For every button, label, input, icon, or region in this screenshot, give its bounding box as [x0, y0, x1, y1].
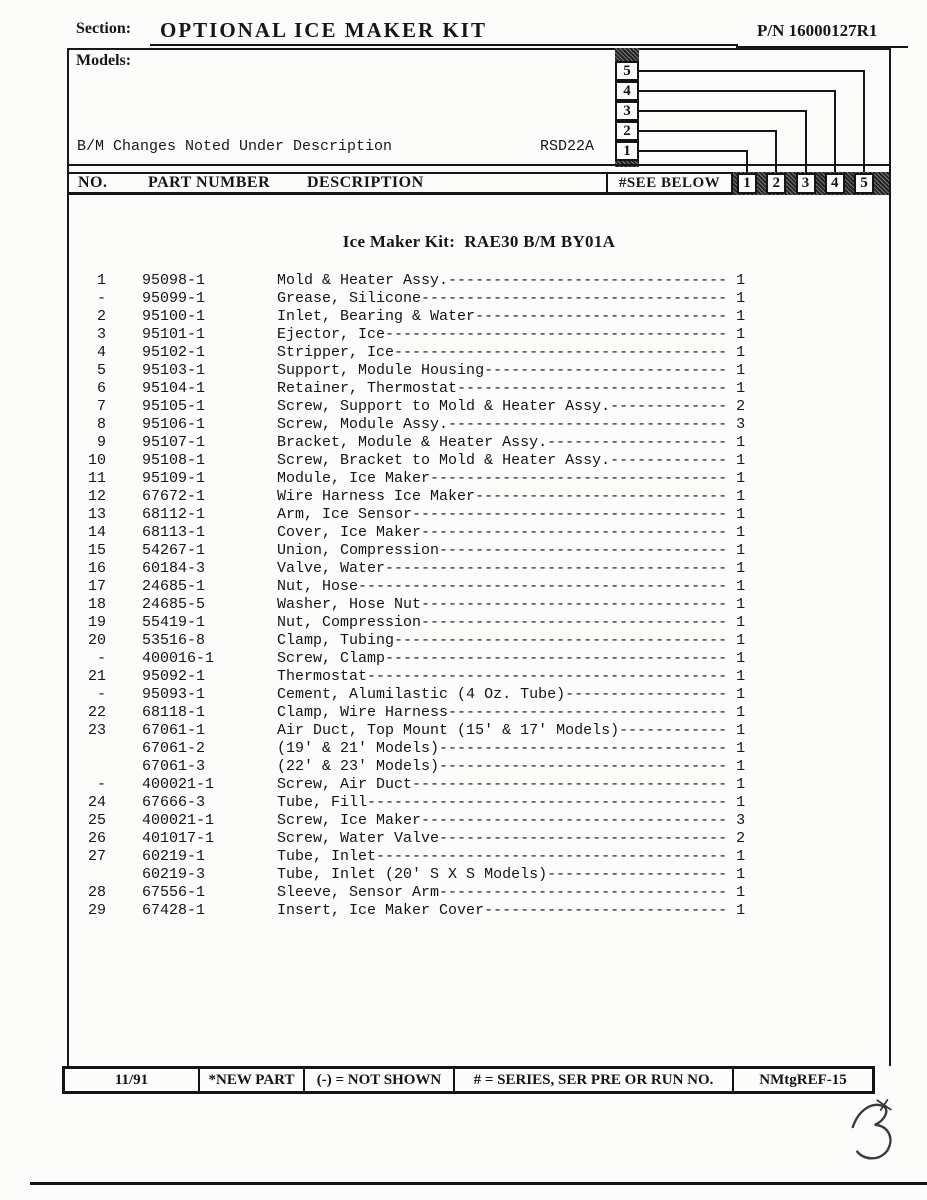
table-row: - 400016-1 Screw, Clamp-------------------------------------- 1 — [88, 650, 746, 667]
series-column-box: 1 — [737, 173, 757, 194]
models-box-bottom-border — [67, 164, 891, 166]
ladder-line-horizontal — [639, 130, 777, 132]
table-row: 19 55419-1 Nut, Compression---------------------------------- 1 — [88, 614, 746, 631]
table-row: 12 67672-1 Wire Harness Ice Maker---------------------------- 1 — [88, 488, 746, 505]
table-row: 20 53516-8 Clamp, Tubing------------------------------------- 1 — [88, 632, 746, 649]
series-column-box: 4 — [825, 173, 845, 194]
model-code: RSD22A — [540, 138, 595, 155]
series-column-box: 3 — [796, 173, 816, 194]
table-row: 3 95101-1 Ejector, Ice-------------------------------------- 1 — [88, 326, 746, 343]
models-label: Models: — [76, 52, 132, 69]
ladder-number-box: 3 — [615, 101, 639, 121]
table-row: 25 400021-1 Screw, Ice Maker---------------------------------- 3 — [88, 812, 746, 829]
ladder-number-box: 1 — [615, 141, 639, 161]
table-row: 7 95105-1 Screw, Support to Mold & Heater Assy.------------- 2 — [88, 398, 746, 415]
table-row: 4 95102-1 Stripper, Ice------------------------------------- 1 — [88, 344, 746, 361]
ladder-number-box: 2 — [615, 121, 639, 141]
table-row: 28 67556-1 Sleeve, Sensor Arm-------------------------------- 1 — [88, 884, 746, 901]
table-row: 8 95106-1 Screw, Module Assy.------------------------------- 3 — [88, 416, 746, 433]
table-row: 21 95092-1 Thermostat---------------------------------------- 1 — [88, 668, 746, 685]
ladder-line-horizontal — [639, 110, 807, 112]
series-column-box: 5 — [854, 173, 874, 194]
table-row: 67061-2 (19' & 21' Models)-------------------------------- 1 — [88, 740, 746, 757]
table-row: 17 24685-1 Nut, Hose----------------------------------------- 1 — [88, 578, 746, 595]
title-underline — [150, 44, 738, 46]
column-header-no: NO. — [78, 174, 108, 191]
table-row: 10 95108-1 Screw, Bracket to Mold & Heater Assy.------------- 1 — [88, 452, 746, 469]
ladder-line-horizontal — [639, 90, 836, 92]
table-row: 67061-3 (22' & 23' Models)-------------------------------- 1 — [88, 758, 746, 775]
table-row: 26 401017-1 Screw, Water Valve-------------------------------- 2 — [88, 830, 746, 847]
footer-series-legend: # = SERIES, SER PRE OR RUN NO. — [455, 1069, 734, 1091]
footer-legend-bar — [62, 1066, 875, 1094]
column-header-part-number: PART NUMBER — [148, 174, 271, 191]
page-bottom-rule — [30, 1182, 927, 1185]
page-title: OPTIONAL ICE MAKER KIT — [160, 18, 487, 42]
table-row: 18 24685-5 Washer, Hose Nut---------------------------------- 1 — [88, 596, 746, 613]
table-row: 24 67666-3 Tube, Fill---------------------------------------- 1 — [88, 794, 746, 811]
footer-new-part-legend: *NEW PART — [200, 1069, 305, 1091]
table-row: - 95099-1 Grease, Silicone---------------------------------- 1 — [88, 290, 746, 307]
ladder-line-vertical — [863, 70, 865, 176]
footer-reference-code: NMtgREF-15 — [759, 1071, 847, 1088]
ladder-hatch-top — [615, 48, 639, 61]
column-header-description: DESCRIPTION — [307, 174, 424, 191]
ladder-line-vertical — [805, 110, 807, 176]
table-row: 9 95107-1 Bracket, Module & Heater Assy.-------------------- 1 — [88, 434, 746, 451]
series-column-box: 2 — [766, 173, 786, 194]
ladder-number-box: 4 — [615, 81, 639, 101]
ladder-line-horizontal — [639, 150, 748, 152]
kit-title: Ice Maker Kit: RAE30 B/M BY01A — [342, 232, 616, 251]
table-row: - 95093-1 Cement, Alumilastic (4 Oz. Tube)------------------ 1 — [88, 686, 746, 703]
footer-date: 11/91 — [65, 1069, 200, 1091]
handwritten-mark — [837, 1094, 912, 1174]
table-row: 13 68112-1 Arm, Ice Sensor----------------------------------- 1 — [88, 506, 746, 523]
table-row: - 400021-1 Screw, Air Duct----------------------------------- 1 — [88, 776, 746, 793]
table-row: 60219-3 Tube, Inlet (20' S X S Models)-------------------- 1 — [88, 866, 746, 883]
table-row: 16 60184-3 Valve, Water-------------------------------------- 1 — [88, 560, 746, 577]
document-part-number: P/N 16000127R1 — [757, 21, 878, 40]
ladder-line-horizontal — [639, 70, 865, 72]
table-row: 27 60219-1 Tube, Inlet--------------------------------------- 1 — [88, 848, 746, 865]
table-row: 6 95104-1 Retainer, Thermostat------------------------------ 1 — [88, 380, 746, 397]
table-row: 23 67061-1 Air Duct, Top Mount (15' & 17' Models)------------ 1 — [88, 722, 746, 739]
table-row: 15 54267-1 Union, Compression-------------------------------- 1 — [88, 542, 746, 559]
footer-not-shown-legend: (-) = NOT SHOWN — [305, 1069, 455, 1091]
table-row: 22 68118-1 Clamp, Wire Harness------------------------------- 1 — [88, 704, 746, 721]
table-row: 29 67428-1 Insert, Ice Maker Cover--------------------------- 1 — [88, 902, 746, 919]
table-row: 5 95103-1 Support, Module Housing--------------------------- 1 — [88, 362, 746, 379]
table-row: 11 95109-1 Module, Ice Maker--------------------------------- 1 — [88, 470, 746, 487]
table-row: 14 68113-1 Cover, Ice Maker---------------------------------- 1 — [88, 524, 746, 541]
table-row: 2 95100-1 Inlet, Bearing & Water---------------------------- 1 — [88, 308, 746, 325]
ladder-line-vertical — [775, 130, 777, 176]
section-label: Section: — [76, 20, 132, 37]
parts-table-body — [88, 272, 745, 920]
table-row: 1 95098-1 Mold & Heater Assy.------------------------------- 1 — [88, 272, 746, 289]
ladder-number-box: 5 — [615, 61, 639, 81]
column-header-see-below: #SEE BELOW — [606, 172, 733, 195]
bm-changes-note: B/M Changes Noted Under Description — [77, 138, 393, 155]
